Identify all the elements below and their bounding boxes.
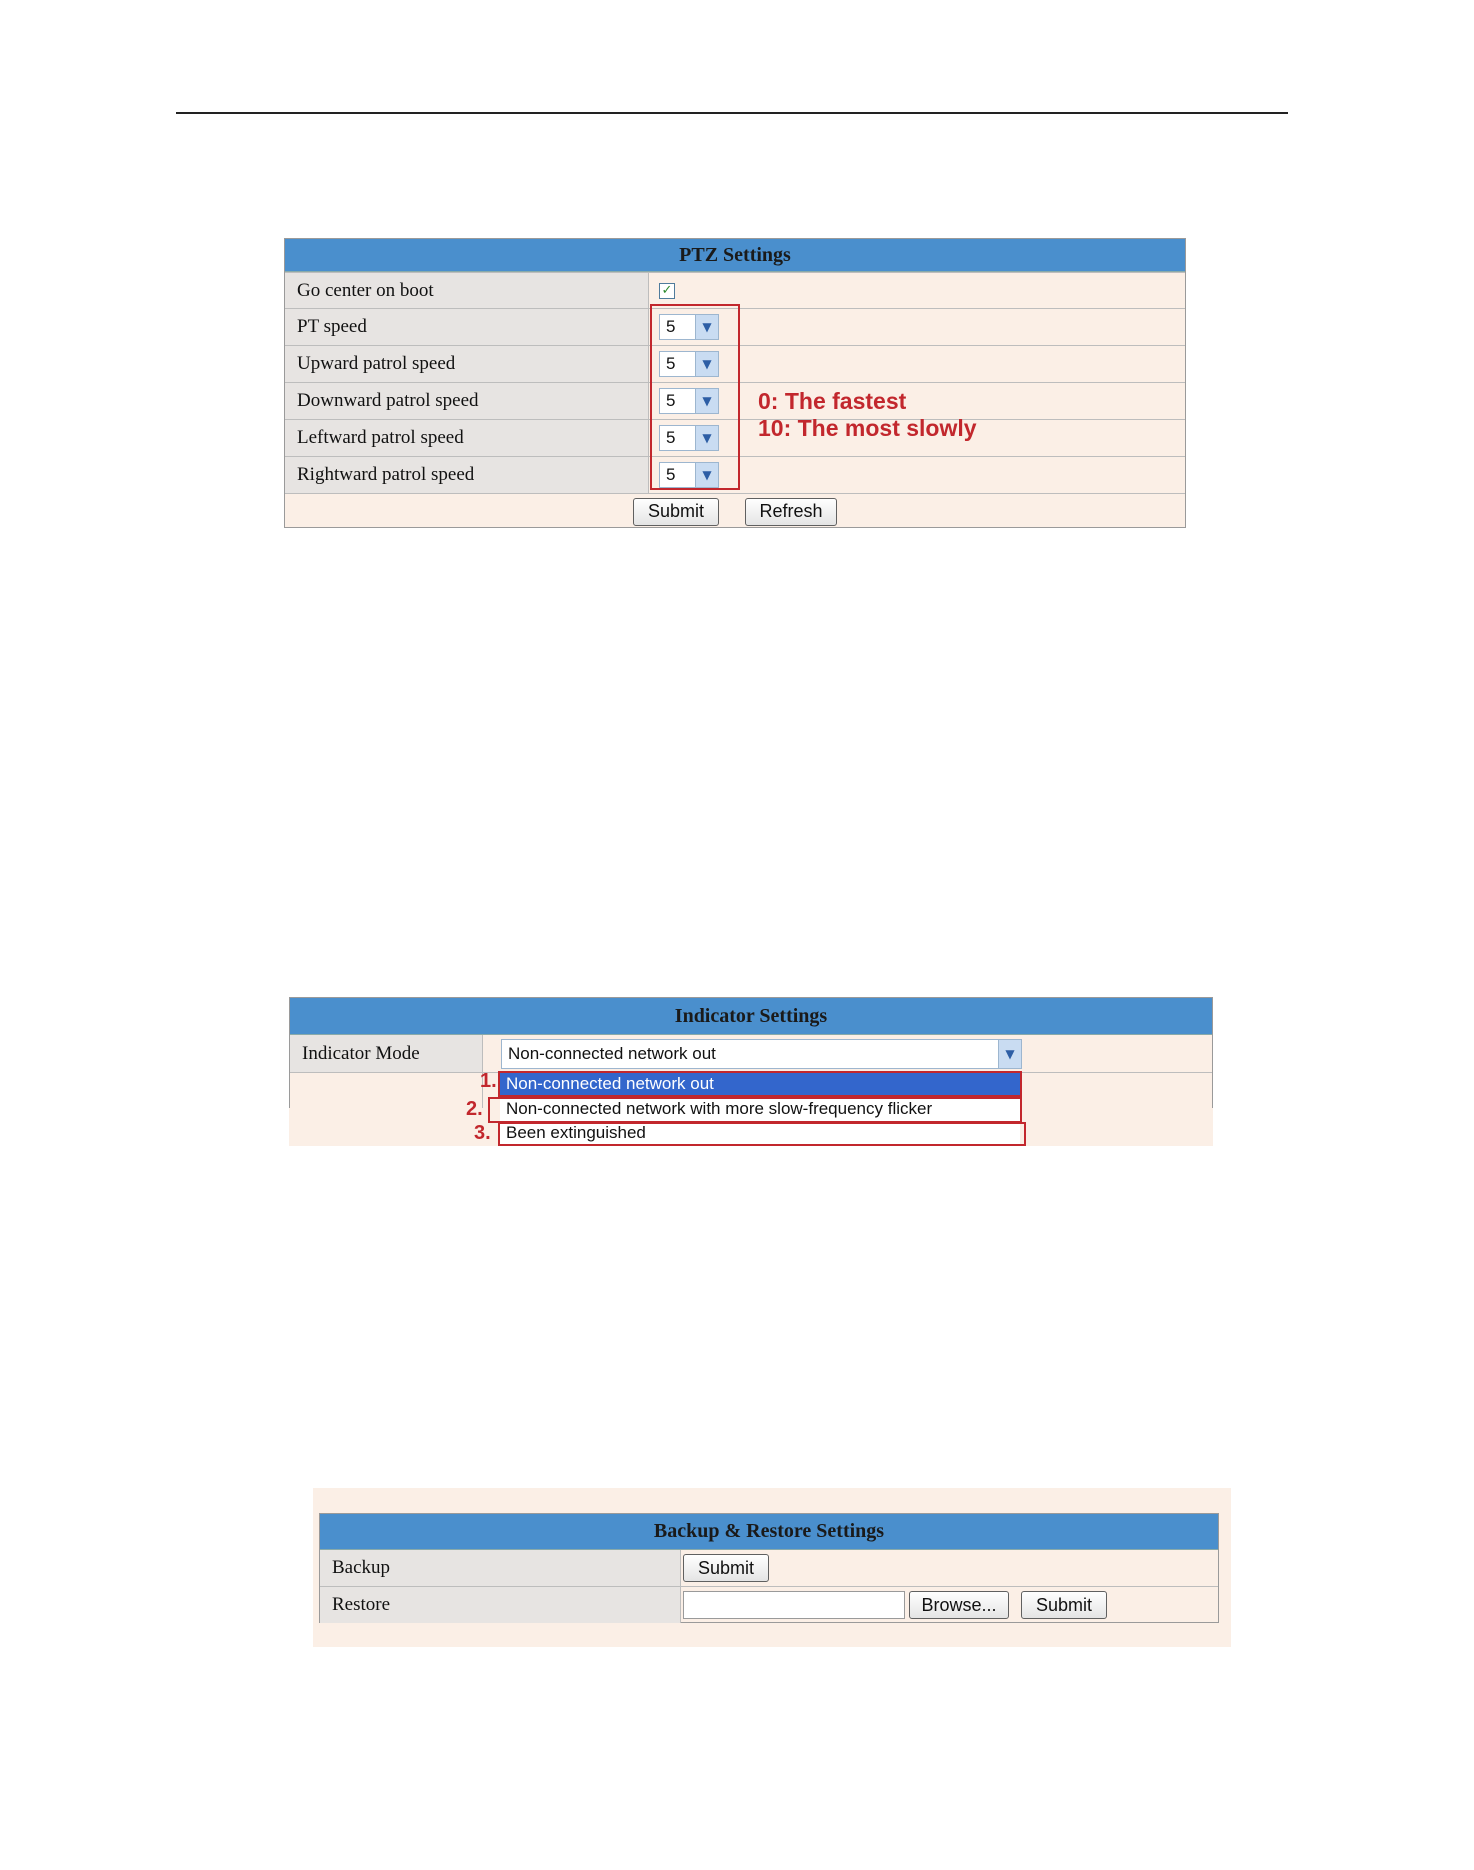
indicator-option-3-text: Been extinguished xyxy=(506,1123,646,1142)
backup-restore-title: Backup & Restore Settings xyxy=(320,1514,1218,1550)
header-rule xyxy=(176,112,1288,114)
upward-patrol-speed-label: Upward patrol speed xyxy=(285,346,649,382)
go-center-on-boot-checkbox[interactable] xyxy=(659,283,675,299)
backup-label: Backup xyxy=(320,1550,681,1586)
rightward-patrol-speed-value: 5 xyxy=(666,465,676,484)
downward-patrol-speed-value: 5 xyxy=(666,391,676,410)
browse-button[interactable]: Browse... xyxy=(909,1591,1009,1619)
chevron-down-icon: ▼ xyxy=(695,389,718,413)
option-3-number: 3. xyxy=(474,1122,491,1144)
restore-file-input[interactable] xyxy=(683,1591,905,1619)
go-center-on-boot-label: Go center on boot xyxy=(285,273,649,308)
speed-note-slowest: 10: The most slowly xyxy=(758,415,977,441)
ptz-settings-title: PTZ Settings xyxy=(285,239,1185,272)
leftward-patrol-speed-value: 5 xyxy=(666,428,676,447)
option-1-number: 1. xyxy=(480,1070,497,1092)
indicator-option-2-text: Non-connected network with more slow-frequency flicker xyxy=(506,1099,933,1118)
indicator-settings-title: Indicator Settings xyxy=(290,998,1212,1035)
backup-submit-button[interactable]: Submit xyxy=(683,1554,769,1582)
speed-select-highlight xyxy=(650,304,740,490)
row-go-center-on-boot xyxy=(285,272,1185,308)
pt-speed-label: PT speed xyxy=(285,309,649,345)
restore-submit-button[interactable]: Submit xyxy=(1021,1591,1107,1619)
speed-note-fastest: 0: The fastest xyxy=(758,388,907,414)
row-ptz-actions xyxy=(285,493,1185,529)
row-indicator-mode xyxy=(290,1035,1212,1072)
indicator-mode-label: Indicator Mode xyxy=(290,1035,483,1072)
chevron-down-icon: ▼ xyxy=(695,426,718,450)
rightward-patrol-speed-label: Rightward patrol speed xyxy=(285,457,649,493)
downward-patrol-speed-label: Downward patrol speed xyxy=(285,383,649,419)
upward-patrol-speed-value: 5 xyxy=(666,354,676,373)
row-restore xyxy=(320,1586,1218,1623)
chevron-down-icon: ▼ xyxy=(695,352,718,376)
indicator-mode-select[interactable] xyxy=(501,1039,1022,1069)
pt-speed-value: 5 xyxy=(666,317,676,336)
backup-restore-panel xyxy=(319,1513,1219,1623)
row-backup xyxy=(320,1550,1218,1586)
option-2-highlight xyxy=(488,1097,1022,1123)
ptz-refresh-button[interactable]: Refresh xyxy=(745,498,837,526)
indicator-mode-value: Non-connected network out xyxy=(508,1043,716,1063)
chevron-down-icon: ▼ xyxy=(695,315,718,339)
option-1-highlight xyxy=(498,1071,1022,1097)
ptz-submit-button[interactable]: Submit xyxy=(633,498,719,526)
option-3-highlight xyxy=(498,1122,1026,1146)
chevron-down-icon: ▼ xyxy=(998,1040,1021,1068)
restore-label: Restore xyxy=(320,1587,681,1623)
option-2-number: 2. xyxy=(466,1098,483,1120)
indicator-option-1-text: Non-connected network out xyxy=(506,1074,714,1093)
leftward-patrol-speed-label: Leftward patrol speed xyxy=(285,420,649,456)
chevron-down-icon: ▼ xyxy=(695,463,718,487)
check-icon: ✓ xyxy=(661,283,673,298)
